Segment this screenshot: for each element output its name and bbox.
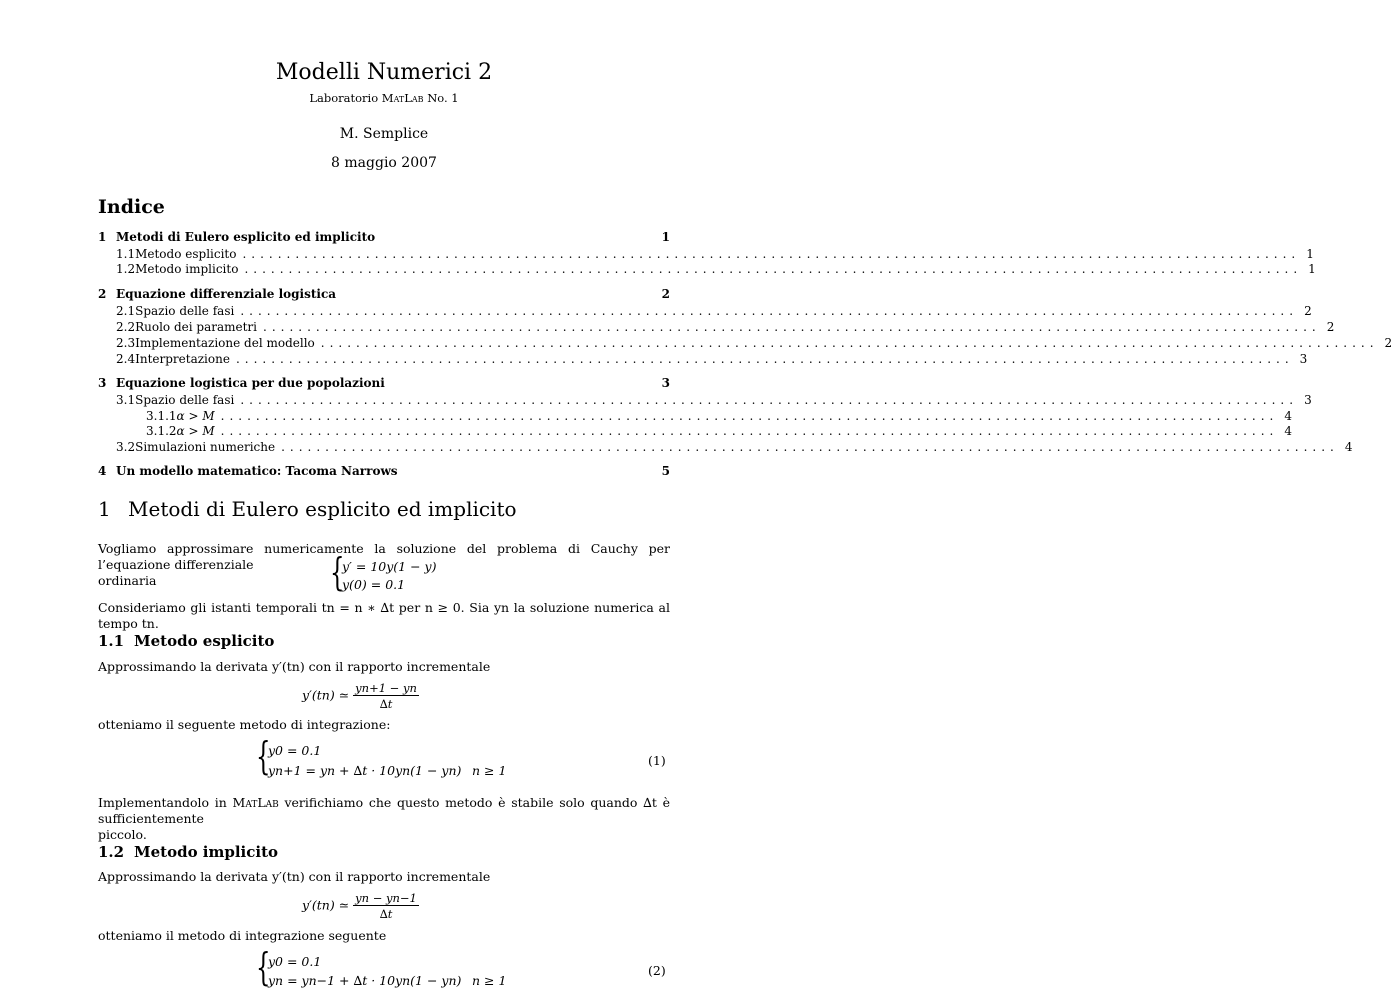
toc-entry-title: Simulazioni numeriche: [135, 440, 276, 454]
toc-entry-page: 4: [1284, 424, 1292, 438]
toc-entry-number: 2.2: [116, 320, 136, 334]
toc-entry[interactable]: [98, 336, 1392, 350]
toc-entry[interactable]: [98, 262, 1316, 276]
toc-entry[interactable]: [98, 409, 1292, 423]
toc-entry-page: 4: [1284, 409, 1292, 423]
equation-line: y0 = 0.1: [268, 743, 322, 758]
toc-entry[interactable]: [98, 247, 1314, 261]
toc-entry[interactable]: [98, 304, 1312, 318]
equation-number: (2): [648, 963, 666, 978]
toc-leader-dots: ........................................................................................................................: [220, 409, 1279, 423]
toc-entry-page: 1: [1308, 262, 1316, 276]
toc-leader-dots: ........................................................................................................................: [240, 304, 1299, 318]
toc-entry[interactable]: [98, 424, 1292, 438]
toc-entry-number: 3.1: [116, 393, 136, 407]
toc-entry[interactable]: [98, 393, 1312, 407]
equation-line: y(0) = 0.1: [342, 577, 406, 592]
toc-entry-page: 4: [1344, 440, 1353, 454]
toc-leader-dots: ........................................................................................................................: [244, 262, 1303, 276]
paragraph: Consideriamo gli istanti temporali tn = n ∗ ∆t per n ≥ 0. Sia yn la soluzione numerica al tempo tn.: [98, 600, 670, 631]
toc-entry[interactable]: [98, 352, 1308, 366]
toc-entry-title: Un modello matematico: Tacoma Narrows: [116, 464, 398, 478]
toc-leader-dots: ........................................................................................................................: [240, 393, 1299, 407]
paragraph: otteniamo il metodo di integrazione seguente: [98, 928, 387, 943]
document-title: Modelli Numerici 2: [275, 60, 493, 85]
document-subtitle: Laboratorio MatLab No. 1: [309, 91, 459, 105]
toc-entry-number: 2.1: [116, 304, 136, 318]
toc-entry-number: 4: [98, 464, 107, 478]
equation-condition: n ≥ 1: [472, 973, 507, 988]
toc-entry-title: Metodi di Eulero esplicito ed implicito: [116, 230, 376, 244]
equation-line: yn+1 = yn + ∆t · 10yn(1 − yn): [268, 763, 462, 778]
paragraph: Vogliamo approssimare numericamente la soluzione del problema di Cauchy per l’equazione differenziale ordinaria: [98, 541, 670, 588]
equation-number: (1): [648, 753, 666, 768]
toc-leader-dots: ........................................................................................................................: [263, 320, 1321, 334]
toc-entry-title: Implementazione del modello: [135, 336, 315, 350]
derivative-approximation: y′(tn) ≃ $\frac{yn - yn-1}{\Delta t}$: [302, 891, 417, 921]
toc-entry-number: 1.2: [116, 262, 136, 276]
toc-entry-page: 3: [661, 376, 670, 390]
toc-leader-dots: ........................................................................................................................: [281, 440, 1339, 454]
toc-leader-dots: ........................................................................................................................: [320, 336, 1379, 350]
toc-entry-number: 3: [98, 376, 107, 390]
toc-entry-title: Metodo implicito: [135, 262, 239, 276]
toc-entry-title: Equazione logistica per due popolazioni: [116, 376, 385, 390]
paragraph: Approssimando la derivata y′(tn) con il rapporto incrementale: [98, 659, 491, 674]
toc-entry-number: 1: [98, 230, 107, 244]
toc-entry-number: 3.2: [116, 440, 136, 454]
toc-entry-number: 3.1.2: [146, 424, 177, 438]
equation-line: yn = yn−1 + ∆t · 10yn(1 − yn): [268, 973, 462, 988]
toc-entry-title: Spazio delle fasi: [135, 304, 235, 318]
toc-entry-page: 3: [1299, 352, 1308, 366]
equation-brace: {: [330, 550, 345, 594]
toc-entry-page: 5: [661, 464, 670, 478]
toc-leader-dots: ........................................................................................................................: [235, 352, 1294, 366]
toc-entry[interactable]: [98, 464, 670, 478]
toc-entry-number: 1.1: [116, 247, 136, 261]
toc-entry[interactable]: [98, 376, 670, 390]
toc-entry-page: 3: [1304, 393, 1312, 407]
section-heading: 1 Metodi di Eulero esplicito ed implicito: [98, 497, 517, 521]
equation-condition: n ≥ 1: [472, 763, 507, 778]
subsection-heading: 1.1 Metodo esplicito: [98, 632, 275, 650]
subsection-heading: 1.2 Metodo implicito: [98, 843, 279, 861]
toc-entry-page: 1: [1306, 247, 1314, 261]
toc-entry-page: 2: [1326, 320, 1335, 334]
toc-entry-title: Equazione differenziale logistica: [116, 287, 337, 301]
toc-entry[interactable]: [98, 230, 670, 244]
toc-entry-page: 2: [661, 287, 670, 301]
paragraph: Approssimando la derivata y′(tn) con il rapporto incrementale: [98, 869, 491, 884]
equation-brace: {: [256, 945, 271, 989]
toc-entry-title: α > M: [176, 424, 215, 438]
toc-entry-number: 3.1.1: [146, 409, 177, 423]
toc-entry[interactable]: [98, 320, 1335, 334]
toc-entry-title: Ruolo dei parametri: [135, 320, 257, 334]
paragraph: otteniamo il seguente metodo di integrazione:: [98, 717, 391, 732]
toc-entry-title: Interpretazione: [135, 352, 230, 366]
document-date: 8 maggio 2007: [331, 155, 437, 171]
derivative-approximation: y′(tn) ≃ $\frac{yn+1 - yn}{\Delta t}$: [302, 681, 417, 711]
toc-entry-page: 1: [661, 230, 670, 244]
toc-entry-page: 2: [1304, 304, 1312, 318]
toc-leader-dots: ........................................................................................................................: [242, 247, 1301, 261]
equation-line: y′ = 10y(1 − y): [342, 559, 437, 574]
fraction: $\frac{yn+1 - yn}{\Delta t}$: [355, 681, 417, 711]
document-author: M. Semplice: [339, 126, 429, 142]
toc-entry-title: α > M: [176, 409, 215, 423]
toc-entry-number: 2.4: [116, 352, 136, 366]
equation-line: y0 = 0.1: [268, 954, 322, 969]
toc-entry-title: Spazio delle fasi: [135, 393, 235, 407]
toc-entry-number: 2.3: [116, 336, 136, 350]
toc-entry[interactable]: [98, 440, 1353, 454]
equation-brace: {: [256, 734, 271, 778]
toc-leader-dots: ........................................................................................................................: [220, 424, 1279, 438]
paragraph: Implementandolo in MatLab verifichiamo che questo metodo è stabile solo quando ∆t è sufficientemente piccolo.: [98, 795, 670, 842]
toc-entry-page: 2: [1384, 336, 1392, 350]
toc-heading: Indice: [98, 196, 165, 218]
toc-entry-title: Metodo esplicito: [135, 247, 237, 261]
toc-entry-number: 2: [98, 287, 107, 301]
fraction: $\frac{yn - yn-1}{\Delta t}$: [355, 891, 417, 921]
toc-entry[interactable]: [98, 287, 670, 301]
